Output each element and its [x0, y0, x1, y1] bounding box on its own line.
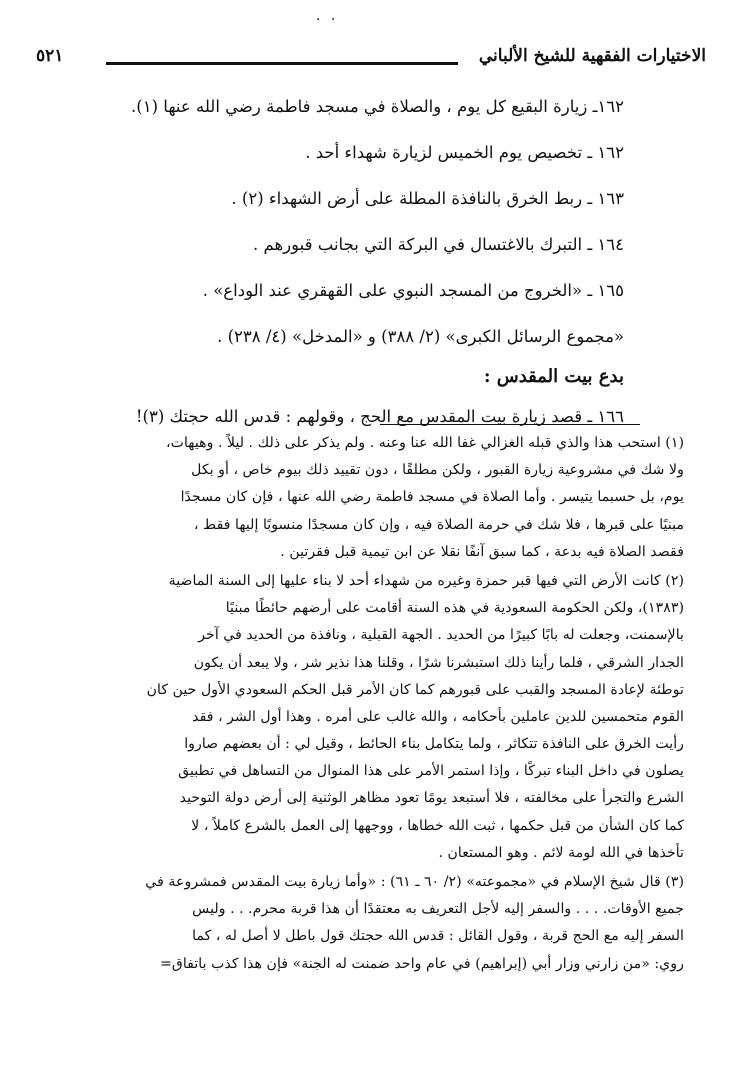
- main-line: ١٦٥ ـ «الخروج من المسجد النبوي على القهقري عند الوداع» .: [202, 281, 624, 300]
- footnote-line: كما كان الشأن من قبل حكمها ، ثبت الله خطاها ، ووجهها إلى العمل بالشرع كاملاً ، لا: [191, 817, 684, 834]
- section-heading: بدع بيت المقدس :: [483, 366, 624, 387]
- book-title: الاختيارات الفقهية للشيخ الألباني: [478, 46, 706, 66]
- footnote-line: روي: «من زارني وزار أبي (إبراهيم) في عام واحد ضمنت له الجنة» فإن هذا كذب باتفاق=: [159, 955, 684, 972]
- footnote-line: جميع الأوقات. . . . والسفر إليه لأجل التعريف به معتقدًا أن هذا قربة محرم. . . وليس: [192, 901, 684, 918]
- footnote-line: تأخذها في الله لومة لائم . وهو المستعان .: [438, 844, 684, 861]
- footnote-line: (١) استحب هذا والذي قبله الغزالي غفا الله عنا وعنه . ولم يذكر على ذلك . ليلاً . وهيهات،: [166, 435, 684, 451]
- footnote-line: مبنيًا على قبرها ، فلا شك في حرمة الصلاة فيه ، وإن كان مسجدًا منسوبًا إليها فقط ،: [194, 516, 684, 533]
- main-line: ١٦٤ ـ التبرك بالاغتسال في البركة التي بجانب قبورهم .: [252, 235, 624, 254]
- footnote-1: [48, 430, 684, 566]
- footnote-line: الشرع والتجرأ على مخالفته ، فلا أستبعد يومًا تعود مظاهر الوثنية إلى أرض دولة التوحيد: [179, 790, 684, 807]
- header-rule: [106, 62, 458, 65]
- main-line: «مجموع الرسائل الكبرى» (٢/ ٣٨٨) و «المدخل» (٤/ ٢٣٨) .: [217, 327, 624, 346]
- main-line: ١٦٦ ـ قصد زيارة بيت المقدس مع الحج ، وقولهم : قدس الله حجتك (٣)!: [135, 407, 624, 426]
- main-line: ١٦٢ ـ تخصيص يوم الخميس لزيارة شهداء أحد .: [305, 143, 624, 162]
- footnote-line: القوم متحمسين للدين عاملين بأحكامه ، والله غالب على أمره . وهذا أول الشر ، فقد: [192, 708, 684, 725]
- footnote-line: (١٣٨٣)، ولكن الحكومة السعودية في هذه السنة أقامت على أرضهم حائطًا مبنيًا: [225, 600, 684, 617]
- footnote-line: يوم، بل حسبما يتيسر . وأما الصلاة في مسجد فاطمة رضي الله عنها ، فإن كان مسجدًا: [180, 489, 684, 506]
- footnote-3: [48, 869, 684, 978]
- footnote-line: توطئة لإعادة المسجد والقبب على قبورهم كما كان الأمر قبل الحكم السعودي الأول حين كان: [146, 681, 684, 698]
- footnote-line: الجدار الشرقي ، فلما رأينا ذلك استبشرنا شرًا ، وقلنا هذا نذير شر ، ولا يبعد أن يكون: [193, 654, 684, 671]
- footnote-line: يصلون في داخل البناء تبركًا ، وإذا استمر الأمر على هذا المنوال من التساهل في تطبيق: [178, 763, 684, 780]
- footnote-line: ولا شك في مشروعية زيارة القبور ، ولكن مطلقًا ، دون تقييد ذلك بيوم خاص ، أو بكل: [191, 462, 684, 479]
- footnotes: [48, 430, 684, 980]
- page-number: ٥٢١: [36, 46, 64, 66]
- footnote-line: رأيت الخرق على النافذة تتكاثر ، ولما يتكامل بناء الحائط ، وقيل لي : أن بعضهم صاروا: [184, 736, 684, 753]
- footnote-separator: [380, 424, 640, 425]
- footnote-line: (٣) قال شيخ الإسلام في «مجموعته» (٢/ ٦٠ ـ ٦١) : «وأما زيارة بيت المقدس فمشروعة في: [145, 874, 684, 890]
- main-text: [64, 92, 624, 448]
- footnote-line: بالإسمنت، وجعلت له بابًا كبيرًا من الحديد . الجهة القبلية ، ونافذة من الحديد في آخر: [198, 627, 684, 644]
- main-line: ١٦٣ ـ ربط الخرق بالنافذة المطلة على أرض الشهداء (٢) .: [231, 189, 624, 208]
- footnote-line: (٢) كانت الأرض التي فيها قبر حمزة وغيره من شهداء أحد لا بناء عليها إلى السنة الماضية: [168, 572, 684, 589]
- top-marks: · ·: [316, 12, 339, 28]
- footnote-2: [48, 568, 684, 867]
- footnote-line: السفر إليه مع الحج قربة ، وقول القائل : قدس الله حجتك قول باطل لا أصل له ، كما: [192, 928, 684, 945]
- running-header: [36, 38, 706, 78]
- footnote-line: فقصد الصلاة فيه بدعة ، كما سبق آنفًا نقلا عن ابن تيمية قبل فقرتين .: [280, 543, 684, 560]
- main-line: ١٦٢ـ زيارة البقيع كل يوم ، والصلاة في مسجد فاطمة رضي الله عنها (١).: [131, 97, 624, 116]
